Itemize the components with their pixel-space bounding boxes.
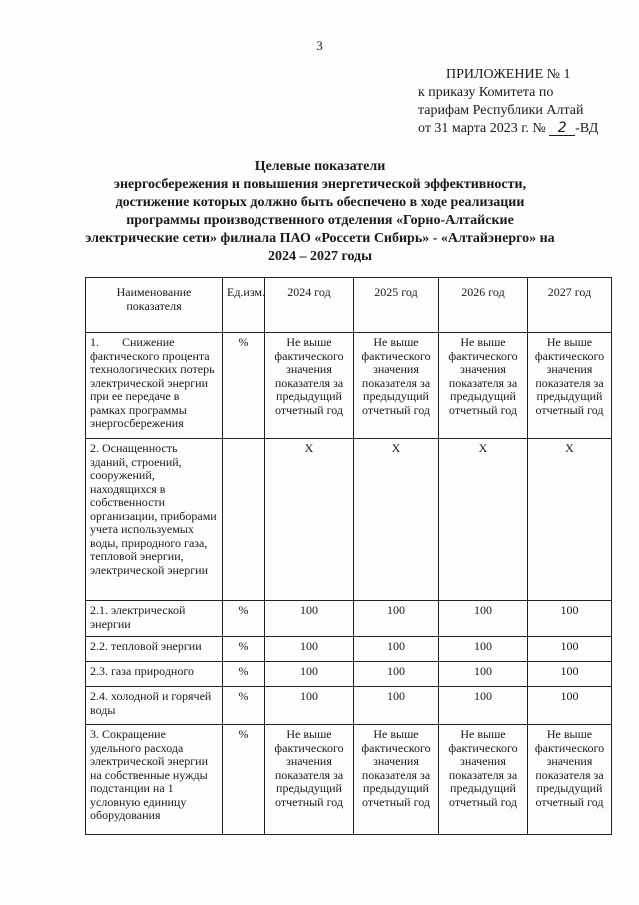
row-name (86, 333, 223, 439)
row-unit: % (223, 333, 265, 439)
row-value-2025: Не выше фактического значения показателя за предыдущий отчетный год (354, 725, 439, 835)
row-value-2024: 100 (265, 637, 354, 662)
row-name-text: Снижение фактического процента технологических потерь электрической энергии при ее передаче в рамках программы энергосбережения (90, 335, 215, 430)
row-unit: % (223, 637, 265, 662)
title-line-5: электрические сети» филиала ПАО «Россети Сибирь» - «Алтайэнерго» на (85, 231, 555, 246)
document-title (40, 158, 600, 266)
row-value-2025: Х (354, 439, 439, 601)
table-row (86, 333, 612, 439)
row-name: 2.3. газа природного (86, 662, 223, 687)
row-value-2026: 100 (439, 687, 528, 725)
row-value-2026: 100 (439, 637, 528, 662)
row-value-2027: 100 (528, 687, 612, 725)
row-value-2024: 100 (265, 601, 354, 637)
table-row (86, 725, 612, 835)
indicators-table (85, 277, 612, 835)
table-row (86, 637, 612, 662)
order-number: 2 (549, 121, 575, 136)
row-value-2024: 100 (265, 687, 354, 725)
appendix-heading: ПРИЛОЖЕНИЕ № 1 (446, 67, 571, 82)
order-date: от 31 марта 2023 г. № (418, 121, 546, 136)
title-line-1: Целевые показатели (254, 159, 386, 174)
header-2025: 2025 год (354, 278, 439, 333)
row-name: 3. Сокращение удельного расхода электрической энергии на собственные нужды подстанции на 1 условную единицу оборудования (86, 725, 223, 835)
table-row (86, 601, 612, 637)
row-value-2027: Х (528, 439, 612, 601)
row-value-2027: Не выше фактического значения показателя за предыдущий отчетный год (528, 725, 612, 835)
table-row (86, 687, 612, 725)
row-name: 2.1. электрической энергии (86, 601, 223, 637)
row-value-2025: Не выше фактического значения показателя за предыдущий отчетный год (354, 333, 439, 439)
title-line-4: программы производственного отделения «Горно-Алтайские (126, 213, 514, 228)
row-value-2026: Не выше фактического значения показателя за предыдущий отчетный год (439, 725, 528, 835)
title-line-6: 2024 – 2027 годы (267, 249, 373, 264)
row-value-2025: 100 (354, 637, 439, 662)
title-line-3: достижение которых должно быть обеспечено в ходе реализации (115, 195, 525, 210)
row-value-2027: 100 (528, 662, 612, 687)
appendix-line-3 (418, 120, 598, 138)
header-name: Наименование показателя (86, 278, 223, 333)
header-2026: 2026 год (439, 278, 528, 333)
row-value-2025: 100 (354, 662, 439, 687)
appendix-line-2: тарифам Республики Алтай (418, 103, 584, 118)
row-unit: % (223, 687, 265, 725)
row-value-2024: Х (265, 439, 354, 601)
row-value-2025: 100 (354, 687, 439, 725)
row-value-2026: 100 (439, 601, 528, 637)
header-2027: 2027 год (528, 278, 612, 333)
table-row (86, 439, 612, 601)
row-unit: % (223, 662, 265, 687)
row-value-2026: Х (439, 439, 528, 601)
page-number: 3 (316, 38, 323, 53)
row-value-2024: Не выше фактического значения показателя за предыдущий отчетный год (265, 725, 354, 835)
row-value-2026: Не выше фактического значения показателя за предыдущий отчетный год (439, 333, 528, 439)
row-value-2027: 100 (528, 601, 612, 637)
header-2024: 2024 год (265, 278, 354, 333)
row-unit: % (223, 725, 265, 835)
row-unit (223, 439, 265, 601)
row-value-2024: 100 (265, 662, 354, 687)
row-value-2025: 100 (354, 601, 439, 637)
table-header-row (86, 278, 612, 333)
row-name: 2.2. тепловой энергии (86, 637, 223, 662)
header-unit: Ед.изм. (223, 278, 265, 333)
row-name: 2. Оснащенность зданий, строений, сооружений, находящихся в собственности организации, приборами учета используемых воды, природного газа, тепловой энергии, электрической энергии (86, 439, 223, 601)
row-value-2024: Не выше фактического значения показателя за предыдущий отчетный год (265, 333, 354, 439)
order-suffix: -ВД (575, 121, 599, 136)
row-number: 1. (90, 335, 99, 349)
title-line-2: энергосбережения и повышения энергетической эффективности, (113, 177, 527, 192)
row-name: 2.4. холодной и горячей воды (86, 687, 223, 725)
row-value-2027: Не выше фактического значения показателя за предыдущий отчетный год (528, 333, 612, 439)
row-unit: % (223, 601, 265, 637)
row-value-2027: 100 (528, 637, 612, 662)
appendix-block (418, 66, 598, 138)
table-row (86, 662, 612, 687)
row-value-2026: 100 (439, 662, 528, 687)
appendix-line-1: к приказу Комитета по (418, 85, 554, 100)
